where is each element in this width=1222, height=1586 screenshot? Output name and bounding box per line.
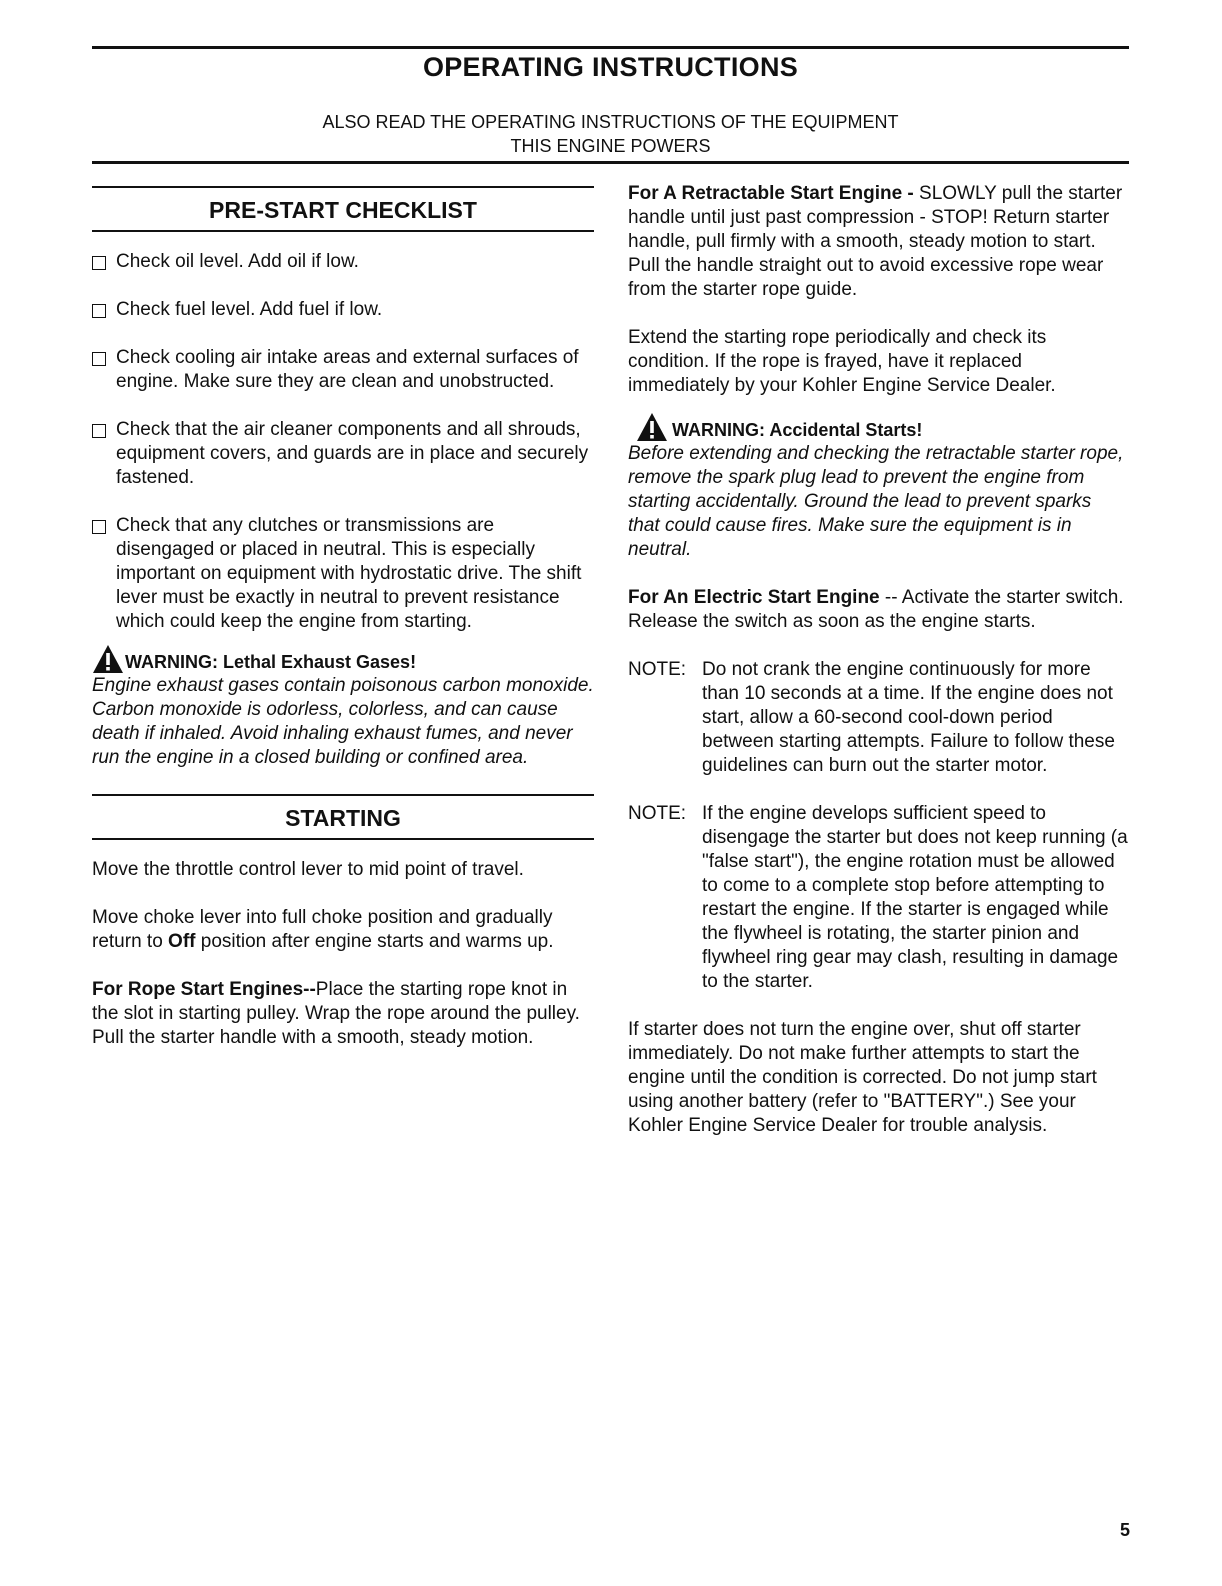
- checkbox-icon: [92, 424, 106, 438]
- electric-start-text: -- Activate the starter switch. Release the switch as soon as the engine starts.: [628, 587, 1124, 632]
- note-false-start: [628, 802, 1128, 994]
- electric-start-paragraph: [628, 586, 1128, 634]
- checkbox-icon: [92, 520, 106, 534]
- accidental-start-warning-body: Before extending and checking the retractable starter rope, remove the spark plug lead to prevent the engine from starting accidentally. Ground the lead to prevent sparks that could cause fires. Make sure the equipment is in neutral.: [628, 443, 1124, 560]
- accidental-start-warning-title: WARNING: Accidental Starts!: [672, 420, 923, 440]
- starter-failure-paragraph: If starter does not turn the engine over, shut off starter immediately. Do not make further attempts to start the engine until the condition is corrected. Do not jump start using another battery (refer to "BATTERY".) See your Kohler Engine Service Dealer for trouble analysis.: [628, 1019, 1097, 1136]
- note-text: If the engine develops sufficient speed to disengage the starter but does not keep running (a "false start"), the engine rotation must be allowed to come to a complete stop before attempting to restart the engine. If the starter is engaged while the flywheel is rotating, the starter pinion and flywheel ring gear may clash, resulting in damage to the starter.: [702, 803, 1128, 992]
- choke-text-a: Move choke lever into full choke position and gradually return to: [92, 907, 553, 952]
- note-crank-time: [628, 658, 1128, 778]
- subtitle-line-1: ALSO READ THE OPERATING INSTRUCTIONS OF THE EQUIPMENT: [322, 112, 899, 132]
- page-subtitle: [92, 110, 1129, 158]
- checklist-item: [92, 346, 594, 394]
- prestart-checklist: [92, 250, 594, 634]
- note-label: NOTE:: [628, 803, 687, 824]
- warning-triangle-icon: [92, 644, 124, 674]
- note-text: Do not crank the engine continuously for more than 10 seconds at a time. If the engine does not start, allow a 60-second cool-down period between starting attempts. Failure to follow these guidelines can burn out the starter motor.: [702, 659, 1115, 776]
- checklist-item-text: Check oil level. Add oil if low.: [116, 251, 359, 272]
- starting-heading: STARTING: [92, 794, 594, 840]
- checklist-item-text: Check cooling air intake areas and external surfaces of engine. Make sure they are clean and unobstructed.: [116, 347, 579, 392]
- choke-off-bold: Off: [168, 931, 196, 952]
- checklist-item-text: Check fuel level. Add fuel if low.: [116, 299, 383, 320]
- choke-text-b: position after engine starts and warms up.: [195, 931, 554, 952]
- header-bottom-rule: [92, 161, 1129, 164]
- page-number: 5: [1119, 1520, 1130, 1540]
- checklist-item: [92, 298, 594, 322]
- checklist-item: [92, 418, 594, 490]
- checkbox-icon: [92, 304, 106, 318]
- rope-start-label: For Rope Start Engines--: [92, 979, 316, 1000]
- prestart-heading: PRE-START CHECKLIST: [92, 186, 594, 232]
- throttle-paragraph: Move the throttle control lever to mid point of travel.: [92, 859, 524, 880]
- retractable-start-label: For A Retractable Start Engine -: [628, 183, 920, 204]
- retractable-start-paragraph: [628, 182, 1128, 302]
- checklist-item-text: Check that any clutches or transmissions are disengaged or placed in neutral. This is especially important on equipment with hydrostatic drive. The shift lever must be exactly in neutral to prevent resistance which could keep the engine from starting.: [116, 515, 582, 632]
- electric-start-label: For An Electric Start Engine: [628, 587, 880, 608]
- checklist-item: [92, 514, 594, 634]
- checklist-item: [92, 250, 594, 274]
- retractable-start-text: SLOWLY pull the starter handle until just past compression - STOP! Return starter handle, pull firmly with a smooth, steady motion to start. Pull the handle straight out to avoid excessive rope wear from the starter rope guide.: [628, 183, 1123, 300]
- left-column: [92, 186, 594, 1074]
- exhaust-warning-title: WARNING: Lethal Exhaust Gases!: [125, 652, 417, 672]
- choke-paragraph: [92, 906, 594, 954]
- accidental-start-warning-heading: [628, 412, 1128, 442]
- exhaust-warning-body: Engine exhaust gases contain poisonous carbon monoxide. Carbon monoxide is odorless, colorless, and can cause death if inhaled. Avoid inhaling exhaust fumes, and never run the engine in a closed building or confined area.: [92, 675, 594, 768]
- right-column: [628, 182, 1128, 1162]
- exhaust-warning-heading: [92, 644, 594, 674]
- subtitle-line-2: THIS ENGINE POWERS: [510, 136, 711, 156]
- note-label: NOTE:: [628, 659, 687, 680]
- top-rule: [92, 46, 1129, 49]
- warning-triangle-icon: [636, 412, 668, 442]
- checkbox-icon: [92, 352, 106, 366]
- checkbox-icon: [92, 256, 106, 270]
- checklist-item-text: Check that the air cleaner components and all shrouds, equipment covers, and guards are in place and securely fastened.: [116, 419, 589, 488]
- extend-rope-paragraph: Extend the starting rope periodically and check its condition. If the rope is frayed, have it replaced immediately by your Kohler Engine Service Dealer.: [628, 327, 1056, 396]
- rope-start-paragraph: [92, 978, 594, 1050]
- page-title: OPERATING INSTRUCTIONS: [422, 52, 799, 82]
- rope-start-text: Place the starting rope knot in the slot in starting pulley. Wrap the rope around the pulley. Pull the starter handle with a smooth, steady motion.: [92, 979, 580, 1048]
